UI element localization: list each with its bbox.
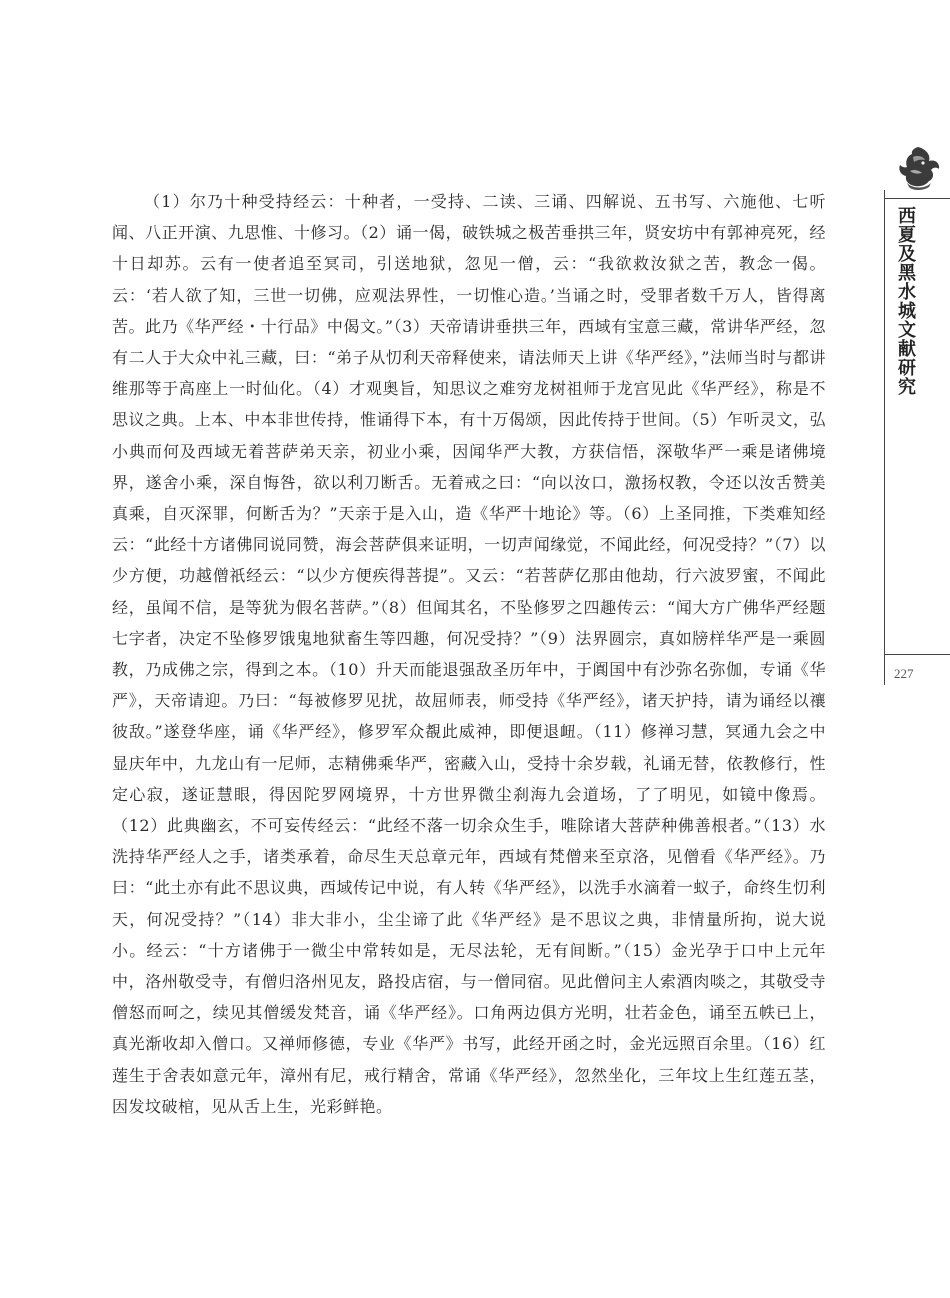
running-head: 西夏及黑水城文献研究 [895, 206, 916, 396]
margin-top-rule [884, 198, 950, 199]
margin-vertical-rule [884, 190, 885, 685]
body-paragraph: （1）尔乃十种受持经云：十种者，一受持、二读、三诵、四解说、五书写、六施他、七听闻、八正开演、九思惟、十修习。（2）诵一偈，破铁城之极苦垂拱三年，贤安坊中有郭神亮死，经十日却苏。云有一使者追至冥司，引送地狱，忽见一僧，云：“我欲救汝狱之苦，教念一偈。云：‘若人欲了知，三世一切佛，应观法界性，一切惟心造。’当诵之时，受罪者数千万人，皆得离苦。此乃《华严经・十行品》中偈文。”（3）天帝请讲垂拱三年，西域有宝意三藏，常讲华严经，忽有二人于大众中礼三藏，曰：“弟子从忉利天帝释使来，请法师天上讲《华严经》，”法师当时与都讲维那等于高座上一时仙化。（4）才观奥旨，知思议之难穷龙树祖师于龙宫见此《华严经》，称是不思议之典。上本、中本非世传持，惟诵得下本，有十万偈颂，因此传持于世间。（5）乍听灵文，弘小典而何及西域无着菩萨弟天亲，初业小乘，因闻华严大教，方获信悟，深敬华严一乘是诸佛境界，遂舍小乘，深自悔咎，欲以利刀断舌。无着戒之曰：“向以汝口，激扬权教，令还以汝舌赞美真乘，自灭深罪，何断舌为？”天亲于是入山，造《华严十地论》等。（6）上圣同推，下类难知经云：“此经十方诸佛同说同赞，海会菩萨俱来证明，一切声闻缘觉，不闻此经，何况受持？”（7）以少方便，功越僧祇经云：“以少方便疾得菩提”。又云：“若菩萨亿那由他劫，行六波罗蜜，不闻此经，虽闻不信，是等犹为假名菩萨。”（8）但闻其名，不坠修罗之四趣传云：“闻大方广佛华严经题七字者，决定不坠修罗饿鬼地狱畜生等四趣，何况受持？”（9）法界圆宗，真如牓样华严是一乘圆教，乃成佛之宗，得到之本。（10）升天而能退强敌圣历年中，于阗国中有沙弥名弥伽，专诵《华严》，天帝请迎。乃曰：“每被修罗见扰，故屈师表，师受持《华严经》，诸天护持，请为诵经以禳彼敌。”遂登华座，诵《华严经》，修罗军众覩此威神，即便退衄。（11）修禅习慧，冥通九会之中显庆年中，九龙山有一尼师，志精佛乘华严，密藏入山，受持十余岁载，礼诵无替，依教修行，性定心寂，遂证慧眼，得因陀罗网境界，十方世界微尘刹海九会道场，了了明见，如镜中像焉。（12）此典幽玄，不可妄传经云：“此经不落一切余众生手，唯除诸大菩萨种佛善根者。”（13）水洗持华严经人之手，诸类承着，命尽生天总章元年，西域有梵僧来至京洛，见僧看《华严经》。乃曰：“此土亦有此不思议典，西域传记中说，有人转《华严经》，以洗手水滴着一蚁子，命终生忉利天，何况受持？”（14）非大非小，尘尘谛了此《华严经》是不思议之典，非情量所拘，说大说小。经云：“十方诸佛于一微尘中常转如是，无尽法轮，无有间断。”（15）金光孕于口中上元年中，洛州敬受寺，有僧归洛州见友，路投店宿，与一僧同宿。见此僧问主人索酒肉啖之，其敬受寺僧怒而呵之，续见其僧缓发梵音，诵《华严经》。口角两边俱方光明，壮若金色，诵至五帙已上，真光渐收却入僧口。又禅师修德，专业《华严》书写，此经开函之时，金光远照百余里。（16）红莲生于舍表如意元年，漳州有尼，戒行精舍，常诵《华严经》，忽然坐化，三年坟上生红莲五茎，因发坟破棺，见从舌上生，光彩鲜艳。 [112, 192, 826, 1116]
dragon-emblem-icon [893, 143, 943, 191]
main-text-block [112, 186, 826, 1122]
book-series-logo [893, 143, 943, 191]
margin-middle-rule [884, 654, 950, 655]
page-number: 227 [894, 666, 914, 681]
